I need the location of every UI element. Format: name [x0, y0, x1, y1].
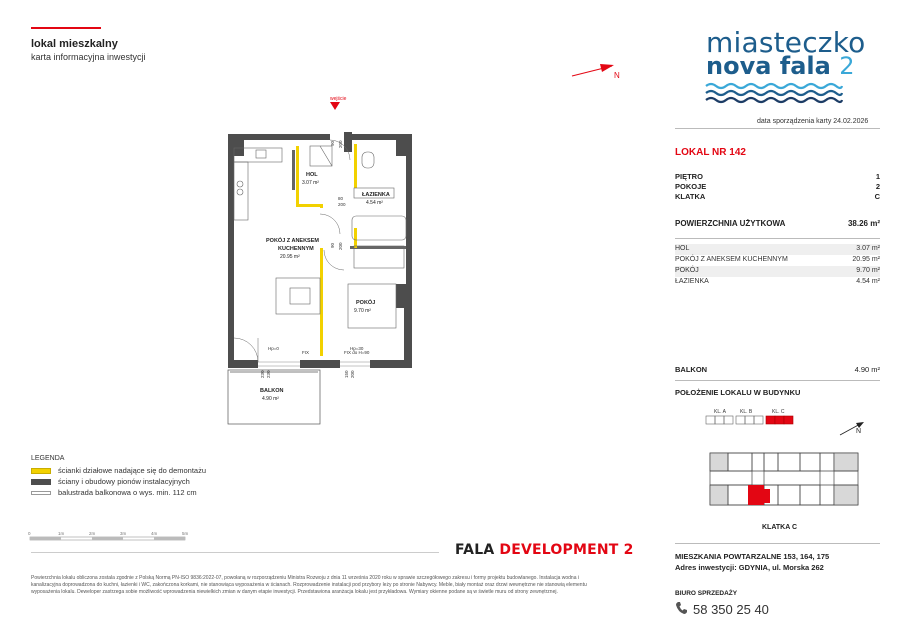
unit-highlight	[748, 485, 764, 505]
legend-swatch-railing	[31, 491, 51, 495]
phone-icon	[675, 601, 687, 615]
dim-label: 90	[330, 140, 335, 146]
legend-title: LEGENDA	[31, 455, 65, 462]
room-area: 3.07 m²	[856, 245, 880, 252]
room-label-hol: HOL	[306, 172, 318, 178]
room-label-bedroom: POKÓJ	[356, 300, 376, 306]
divider	[675, 238, 880, 239]
room-label-balcony: BALKON	[260, 388, 284, 394]
phone-number[interactable]: 58 350 25 40	[693, 602, 769, 617]
staircase-value: C	[874, 192, 880, 201]
room-name: POKÓJ Z ANEKSEM KUCHENNYM	[675, 256, 788, 263]
staircase-a-box	[706, 416, 733, 424]
logo-fala: nova fala	[706, 52, 831, 80]
room-area: 20.95 m²	[852, 256, 880, 263]
investment-address: Adres inwestycji: GDYNIA, ul. Morska 262	[675, 563, 824, 572]
kl-a-label: KL. A	[714, 409, 726, 415]
legend-swatch-partition	[31, 468, 51, 474]
repeated-units: MIESZKANIA POWTARZALNE 153, 164, 175	[675, 552, 830, 561]
document-title: lokal mieszkalny	[31, 38, 118, 50]
scale-tick: 4m	[151, 531, 158, 536]
legend-swatch-wall	[31, 479, 51, 485]
svg-text:N: N	[856, 428, 862, 435]
height-label: Hp=0	[268, 346, 279, 351]
scale-tick: 2m	[89, 531, 96, 536]
rooms-value: 2	[875, 182, 880, 191]
entrance-label: wejście	[330, 96, 347, 102]
building-location-diagram	[700, 405, 880, 531]
dim-label: 230	[266, 370, 271, 378]
dim-label: 200	[338, 242, 343, 250]
scale-tick: 1m	[58, 531, 65, 536]
dim-label: 230	[260, 370, 265, 378]
north-small-icon	[840, 422, 864, 435]
kl-c-label: KL. C	[772, 409, 785, 415]
interior-walls	[292, 150, 406, 249]
balcony-label: BALKON	[675, 365, 708, 374]
room-name: HOL	[675, 245, 690, 252]
sales-office-label: BIURO SPRZEDAŻY	[675, 590, 738, 597]
room-row	[675, 277, 880, 288]
developer-brand	[455, 542, 634, 558]
scale-tick: 0	[28, 531, 31, 536]
room-area: 9.70 m²	[856, 267, 880, 274]
floor-value: 1	[875, 172, 880, 181]
balcony-value: 4.90 m²	[854, 365, 880, 374]
room-area-living: 20.95 m²	[280, 254, 300, 260]
legal-footnote: Powierzchnia lokalu obliczona zostala zgodnie z Polską Normą PN-ISO 9836:2022-07, powołaną w rozporządzeniu Ministra Rozwoju z dnia 11 września 2020 roku w sprawie szczegółowego zakresu i formy projektu budowlanego. Instalacja wodna i kanalizacyjna doprowadzona do kuchni, łazienki i WC, zakończona korkami, nie stanowiąca wyposażenia w ścianach. Rozprowadzenie instalacji pod przybory leży po stronie Nabywcy. Meble, biały montaż oraz drzwi wewnętrzne nie stanowią elementu wyposażenia lokalu. Deweloper zastrzega sobie możliwość wprowadzenia niewielkich zmian w danym etapie inwestycji. Przedstawiona aranżacja lokalu jest przykładowa. Wymiary okienne podane są w świetle muru od strony zewnętrznej.	[31, 575, 587, 595]
dim-label: 200	[350, 370, 355, 378]
room-name: POKÓJ	[675, 267, 699, 274]
brand-red: DEVELOPMENT 2	[499, 542, 634, 558]
rooms-label: POKOJE	[675, 182, 707, 191]
height-label: Hp=30	[350, 346, 364, 351]
north-label: N	[614, 71, 620, 80]
floor-plan	[220, 88, 440, 428]
entrance-arrow-icon	[330, 102, 340, 110]
brand-black: FALA	[455, 542, 500, 558]
scale-tick: 5m	[182, 531, 189, 536]
fix-label: FIX do H=90	[344, 350, 370, 355]
logo-number: 2	[839, 52, 855, 80]
scale-bar	[24, 528, 204, 546]
room-label-living-1: POKÓJ Z ANEKSEM	[266, 238, 319, 244]
room-area: 4.54 m²	[856, 278, 880, 285]
dim-label: 90	[330, 242, 335, 248]
room-area-bathroom: 4.54 m²	[366, 200, 383, 206]
document-subtitle: karta informacyjna inwestycji	[31, 52, 146, 62]
logo-text-line2	[706, 52, 854, 80]
room-row	[675, 266, 880, 277]
kitchen-fixtures	[234, 146, 406, 328]
building-floor-outline	[710, 453, 858, 505]
creation-date: data sporządzenia karty 24.02.2026	[757, 118, 869, 125]
floor-label: PIĘTRO	[675, 172, 703, 181]
divider	[675, 543, 880, 544]
location-caption: KLATKA C	[762, 524, 797, 531]
logo-waves-icon	[706, 82, 842, 104]
unit-highlight	[764, 489, 770, 503]
dim-label: 80	[338, 196, 344, 201]
room-row	[675, 255, 880, 266]
divider	[675, 380, 880, 381]
fix-label: FIX	[302, 350, 310, 355]
dim-label: 200	[338, 140, 343, 148]
location-heading: POŁOŻENIE LOKALU W BUDYNKU	[675, 388, 801, 397]
room-name: ŁAZIENKA	[675, 278, 709, 285]
scale-tick: 3m	[120, 531, 127, 536]
dim-label: 200	[338, 202, 346, 207]
legend-label: ścianki działowe nadające się do demontażu	[58, 466, 207, 475]
north-arrow-icon	[570, 58, 630, 82]
legend-label: ściany i obudowy pionów instalacyjnych	[58, 477, 190, 486]
room-area-hol: 3.07 m²	[302, 180, 319, 186]
room-label-bathroom: ŁAZIENKA	[362, 192, 390, 198]
divider	[675, 128, 880, 129]
legend-label: balustrada balkonowa o wys. min. 112 cm	[58, 488, 197, 497]
room-area-bedroom: 9.70 m²	[354, 308, 371, 314]
staircase-b-box	[736, 416, 763, 424]
unit-number: LOKAL NR 142	[675, 147, 746, 158]
staircase-label: KLATKA	[675, 192, 706, 201]
room-row	[675, 244, 880, 255]
room-label-living-2: KUCHENNYM	[278, 246, 314, 252]
usable-area-label: POWIERZCHNIA UŻYTKOWA	[675, 219, 786, 228]
divider	[31, 552, 439, 553]
room-area-balcony: 4.90 m²	[262, 396, 279, 402]
header-accent-bar	[31, 27, 101, 29]
kl-b-label: KL. B	[740, 409, 753, 415]
logo-text-line1: miasteczko	[706, 26, 866, 59]
staircase-c-box-highlighted	[766, 416, 793, 424]
dim-label: 150	[344, 370, 349, 378]
usable-area-value: 38.26 m²	[847, 219, 880, 228]
